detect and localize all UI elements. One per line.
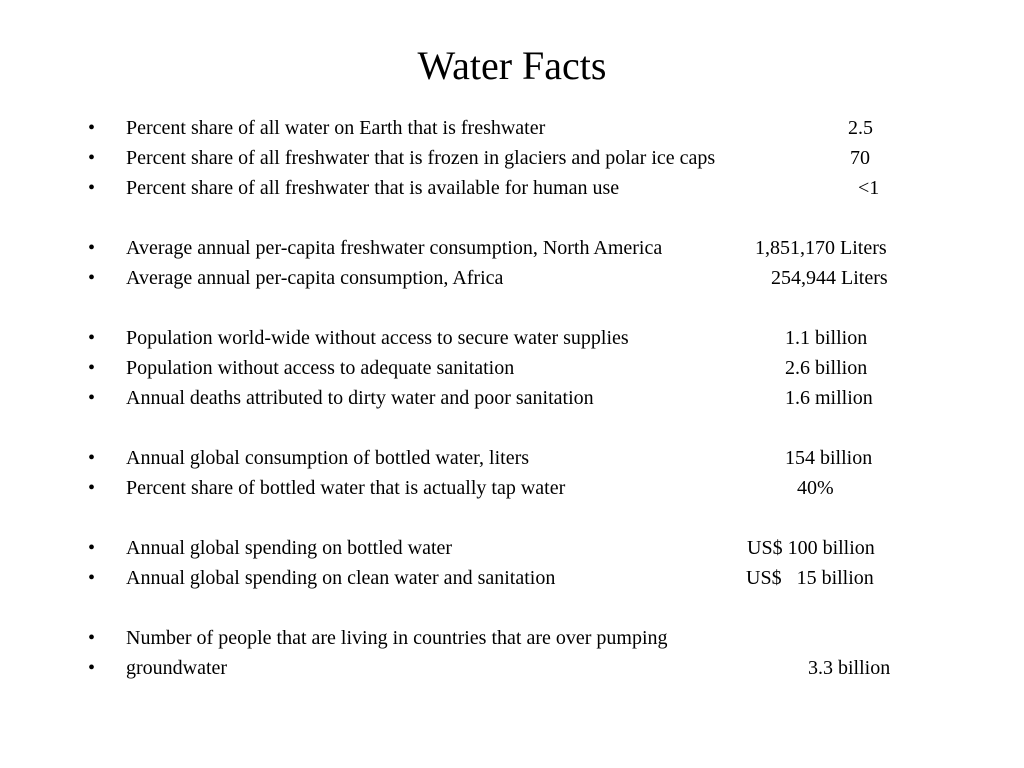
fact-row xyxy=(0,654,1024,682)
fact-value: 3.3 billion xyxy=(808,657,891,679)
bullet-icon: • xyxy=(88,147,96,169)
fact-value: US$ 15 billion xyxy=(746,567,874,589)
bullet-icon: • xyxy=(88,387,96,409)
fact-label: groundwater xyxy=(126,657,228,679)
bullet-icon: • xyxy=(88,327,96,349)
bullet-icon: • xyxy=(88,567,96,589)
bullet-icon: • xyxy=(88,237,96,259)
fact-value: 40% xyxy=(797,477,834,499)
fact-label: Average annual per-capita consumption, Africa xyxy=(126,267,504,289)
fact-label: Population without access to adequate sanitation xyxy=(126,357,515,379)
fact-value: 1.6 million xyxy=(785,387,873,409)
fact-row xyxy=(0,474,1024,502)
bullet-icon: • xyxy=(88,537,96,559)
fact-row xyxy=(0,144,1024,172)
fact-label: Population world-wide without access to secure water supplies xyxy=(126,327,629,349)
fact-value: 70 xyxy=(850,147,870,169)
fact-row xyxy=(0,114,1024,142)
fact-label: Annual global spending on clean water and sanitation xyxy=(126,567,556,589)
fact-row xyxy=(0,354,1024,382)
fact-value: 1.1 billion xyxy=(785,327,868,349)
fact-value: 2.6 billion xyxy=(785,357,868,379)
fact-value: <1 xyxy=(858,177,880,199)
fact-row xyxy=(0,264,1024,292)
fact-row xyxy=(0,624,1024,652)
fact-label: Percent share of all water on Earth that is freshwater xyxy=(126,117,546,139)
bullet-icon: • xyxy=(88,627,96,649)
bullet-icon: • xyxy=(88,267,96,289)
fact-row xyxy=(0,384,1024,412)
bullet-icon: • xyxy=(88,357,96,379)
fact-label: Percent share of bottled water that is actually tap water xyxy=(126,477,566,499)
fact-label: Annual global spending on bottled water xyxy=(126,537,453,559)
fact-value: 254,944 Liters xyxy=(771,267,888,289)
fact-row xyxy=(0,564,1024,592)
fact-label: Percent share of all freshwater that is available for human use xyxy=(126,177,620,199)
fact-value: 154 billion xyxy=(785,447,873,469)
fact-row xyxy=(0,534,1024,562)
bullet-icon: • xyxy=(88,657,96,679)
fact-row xyxy=(0,174,1024,202)
fact-label: Percent share of all freshwater that is frozen in glaciers and polar ice caps xyxy=(126,147,716,169)
bullet-icon: • xyxy=(88,117,96,139)
fact-row xyxy=(0,444,1024,472)
fact-row xyxy=(0,234,1024,262)
bullet-icon: • xyxy=(88,477,96,499)
fact-label: Average annual per-capita freshwater consumption, North America xyxy=(126,237,663,259)
fact-label: Annual deaths attributed to dirty water and poor sanitation xyxy=(126,387,594,409)
fact-value: 2.5 xyxy=(848,117,873,139)
fact-label: Number of people that are living in countries that are over pumping xyxy=(126,627,668,649)
fact-label: Annual global consumption of bottled water, liters xyxy=(126,447,530,469)
fact-row xyxy=(0,324,1024,352)
slide-title: Water Facts xyxy=(417,43,607,88)
fact-value: US$ 100 billion xyxy=(747,537,875,559)
bullet-icon: • xyxy=(88,447,96,469)
bullet-icon: • xyxy=(88,177,96,199)
fact-value: 1,851,170 Liters xyxy=(755,237,887,259)
